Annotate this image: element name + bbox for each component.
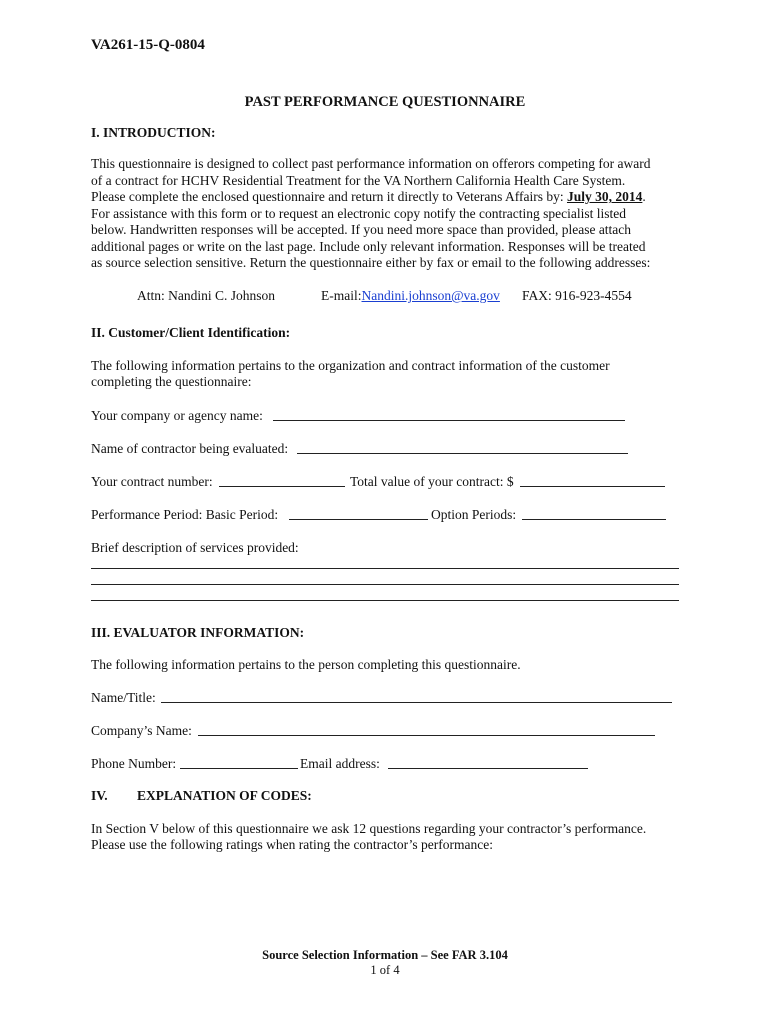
services-label: Brief description of services provided:	[91, 540, 299, 555]
section-4-heading: EXPLANATION OF CODES:	[137, 788, 312, 803]
section-1-heading: I. INTRODUCTION:	[91, 125, 216, 140]
section-3-heading: III. EVALUATOR INFORMATION:	[91, 625, 305, 640]
section-4-line-1: In Section V below of this questionnaire we ask 12 questions regarding your contractor’s performance.	[91, 821, 647, 836]
option-periods-label: Option Periods:	[431, 507, 517, 522]
name-title-field[interactable]	[161, 702, 672, 703]
company-label: Company’s Name:	[91, 723, 192, 738]
contractor-name-field[interactable]	[297, 453, 628, 454]
total-value-field[interactable]	[520, 486, 665, 487]
email-label: E-mail:	[321, 288, 362, 303]
intro-paragraph	[91, 156, 691, 272]
section-2-para-line-1: The following information pertains to the organization and contract information of the customer	[91, 358, 610, 373]
evaluator-email-label: Email address:	[300, 756, 380, 771]
contractor-name-label: Name of contractor being evaluated:	[91, 441, 289, 456]
services-field-line[interactable]	[91, 600, 679, 601]
intro-line-4: For assistance with this form or to request an electronic copy notify the contracting specialist listed	[91, 205, 626, 221]
intro-line-3-text: Please complete the enclosed questionnaire and return it directly to Veterans Affairs by:	[91, 189, 567, 204]
services-field-line[interactable]	[91, 568, 679, 569]
document-id: VA261-15-Q-0804	[91, 37, 205, 53]
phone-field[interactable]	[180, 768, 298, 769]
contract-number-field[interactable]	[219, 486, 345, 487]
contract-number-label: Your contract number:	[91, 474, 213, 489]
page-title: PAST PERFORMANCE QUESTIONNAIRE	[244, 94, 526, 110]
phone-label: Phone Number:	[91, 756, 177, 771]
intro-line-3	[91, 189, 691, 206]
company-name-field[interactable]	[273, 420, 625, 421]
intro-line-2: of a contract for HCHV Residential Treatment for the VA Northern California Health Care System.	[91, 172, 626, 188]
option-periods-field[interactable]	[522, 519, 666, 520]
basic-period-field[interactable]	[289, 519, 428, 520]
name-title-label: Name/Title:	[91, 690, 156, 705]
fax-contact: FAX: 916-923-4554	[522, 288, 632, 303]
intro-line-1: This questionnaire is designed to collect past performance information on offerors competing for award	[91, 156, 651, 171]
section-2-para-line-2: completing the questionnaire:	[91, 374, 252, 389]
email-link[interactable]: Nandini.johnson@va.gov	[361, 288, 500, 303]
company-field[interactable]	[198, 735, 655, 736]
company-name-label: Your company or agency name:	[91, 408, 263, 423]
intro-line-6: additional pages or write on the last page. Include only relevant information. Responses will be treated	[91, 238, 646, 254]
section-4-number: IV.	[91, 788, 108, 803]
intro-line-3-end: .	[642, 189, 646, 204]
page-number: 1 of 4	[370, 963, 400, 977]
evaluator-email-field[interactable]	[388, 768, 588, 769]
total-value-label: Total value of your contract: $	[350, 474, 514, 489]
intro-line-5: below. Handwritten responses will be accepted. If you need more space than provided, please attach	[91, 222, 632, 237]
section-2-heading: II. Customer/Client Identification:	[91, 325, 291, 340]
attn-contact: Attn: Nandini C. Johnson	[137, 288, 276, 303]
section-3-para: The following information pertains to the person completing this questionnaire.	[91, 657, 521, 672]
deadline-date: July 30, 2014	[566, 189, 643, 204]
section-4-line-2: Please use the following ratings when rating the contractor’s performance:	[91, 837, 493, 852]
email-contact	[321, 288, 500, 305]
basic-period-label: Performance Period: Basic Period:	[91, 507, 279, 522]
footer-note: Source Selection Information – See FAR 3.104	[262, 948, 508, 962]
services-field-line[interactable]	[91, 584, 679, 585]
intro-line-7: as source selection sensitive. Return the questionnaire either by fax or email to the following addresses:	[91, 255, 651, 270]
